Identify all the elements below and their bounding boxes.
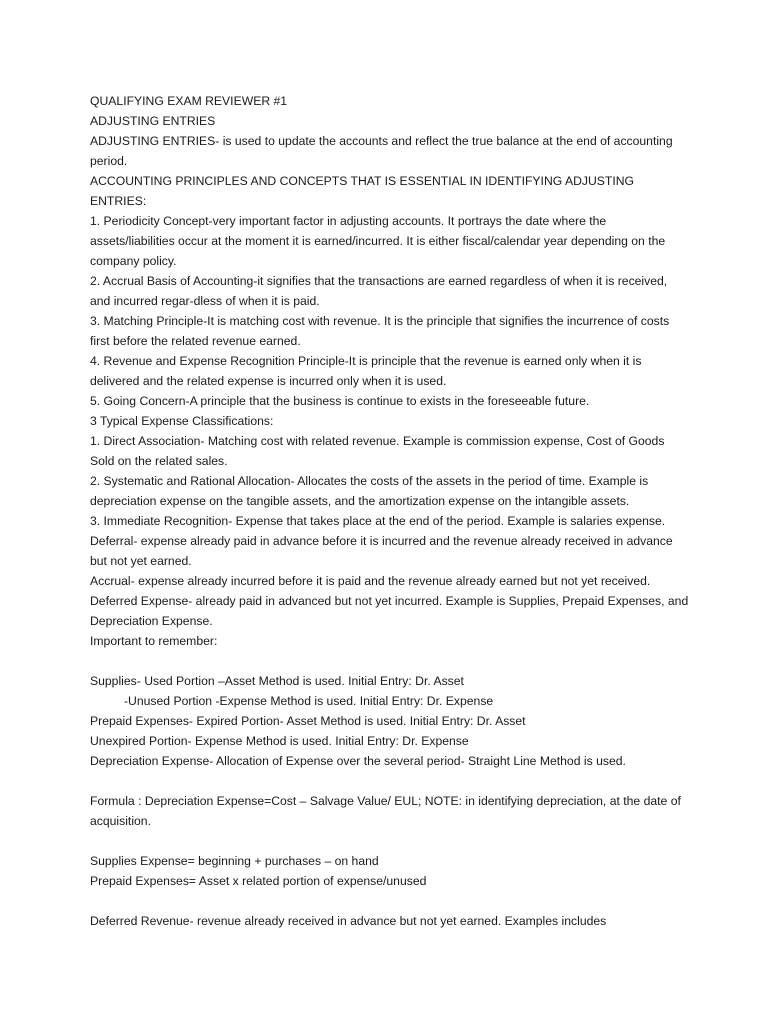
supplies-used-line: Supplies- Used Portion –Asset Method is used. Initial Entry: Dr. Asset bbox=[90, 674, 464, 688]
accrual-paragraph: Accrual- expense already incurred before it is paid and the revenue already earned but not yet received. bbox=[90, 574, 651, 588]
important-heading: Important to remember: bbox=[90, 634, 218, 648]
classification-item: 1. Direct Association- Matching cost with related revenue. Example is commission expense, Cost of Goods Sold on the related sales. bbox=[90, 434, 665, 468]
blank-line bbox=[90, 831, 690, 851]
principle-item: 2. Accrual Basis of Accounting-it signifies that the transactions are earned regardless of when it is received, and incurred regar-dless of when it is paid. bbox=[90, 274, 668, 308]
deferral-paragraph: Deferral- expense already paid in advance before it is incurred and the revenue already received in advance but not yet earned. bbox=[90, 534, 673, 568]
document-body bbox=[90, 91, 690, 931]
blank-line bbox=[90, 891, 690, 911]
supplies-expense-formula: Supplies Expense= beginning + purchases – on hand bbox=[90, 854, 379, 868]
depreciation-line: Depreciation Expense- Allocation of Expense over the several period- Straight Line Method is used. bbox=[90, 754, 626, 768]
principle-item: 1. Periodicity Concept-very important factor in adjusting accounts. It portrays the date where the assets/liabilities occur at the moment it is earned/incurred. It is either fiscal/calendar year depending on the company policy. bbox=[90, 214, 666, 268]
classification-item: 2. Systematic and Rational Allocation- Allocates the costs of the assets in the period of time. Example is depreciation expense on the tangible assets, and the amortization expense on the intangible assets. bbox=[90, 474, 649, 508]
principles-heading: ACCOUNTING PRINCIPLES AND CONCEPTS THAT IS ESSENTIAL IN IDENTIFYING ADJUSTING ENTRIES: bbox=[90, 174, 635, 208]
formula-paragraph: Formula : Depreciation Expense=Cost – Salvage Value/ EUL; NOTE: in identifying depreciation, at the date of acquisition. bbox=[90, 794, 681, 828]
supplies-unused-line: -Unused Portion -Expense Method is used. Initial Entry: Dr. Expense bbox=[124, 694, 494, 708]
principle-item: 3. Matching Principle-It is matching cost with revenue. It is the principle that signifies the incurrence of costs first before the related revenue earned. bbox=[90, 314, 670, 348]
document-subtitle: ADJUSTING ENTRIES bbox=[90, 114, 216, 128]
blank-line bbox=[90, 651, 690, 671]
document-title: QUALIFYING EXAM REVIEWER #1 bbox=[90, 94, 288, 108]
classifications-heading: 3 Typical Expense Classifications: bbox=[90, 414, 274, 428]
prepaid-expired-line: Prepaid Expenses- Expired Portion- Asset Method is used. Initial Entry: Dr. Asset bbox=[90, 714, 526, 728]
classification-item: 3. Immediate Recognition- Expense that takes place at the end of the period. Example is salaries expense. bbox=[90, 514, 666, 528]
deferred-expense-paragraph: Deferred Expense- already paid in advanced but not yet incurred. Example is Supplies, Prepaid Expenses, and Depreciation Expense. bbox=[90, 594, 689, 628]
deferred-revenue-paragraph: Deferred Revenue- revenue already received in advance but not yet earned. Examples includes bbox=[90, 914, 607, 928]
principle-item: 5. Going Concern-A principle that the business is continue to exists in the foreseeable future. bbox=[90, 394, 590, 408]
blank-line bbox=[90, 771, 690, 791]
prepaid-expenses-formula: Prepaid Expenses= Asset x related portion of expense/unused bbox=[90, 874, 427, 888]
definition-paragraph: ADJUSTING ENTRIES- is used to update the accounts and reflect the true balance at the end of accounting period. bbox=[90, 134, 673, 168]
unexpired-line: Unexpired Portion- Expense Method is used. Initial Entry: Dr. Expense bbox=[90, 734, 469, 748]
principle-item: 4. Revenue and Expense Recognition Principle-It is principle that the revenue is earned only when it is delivered and the related expense is incurred only when it is used. bbox=[90, 354, 642, 388]
